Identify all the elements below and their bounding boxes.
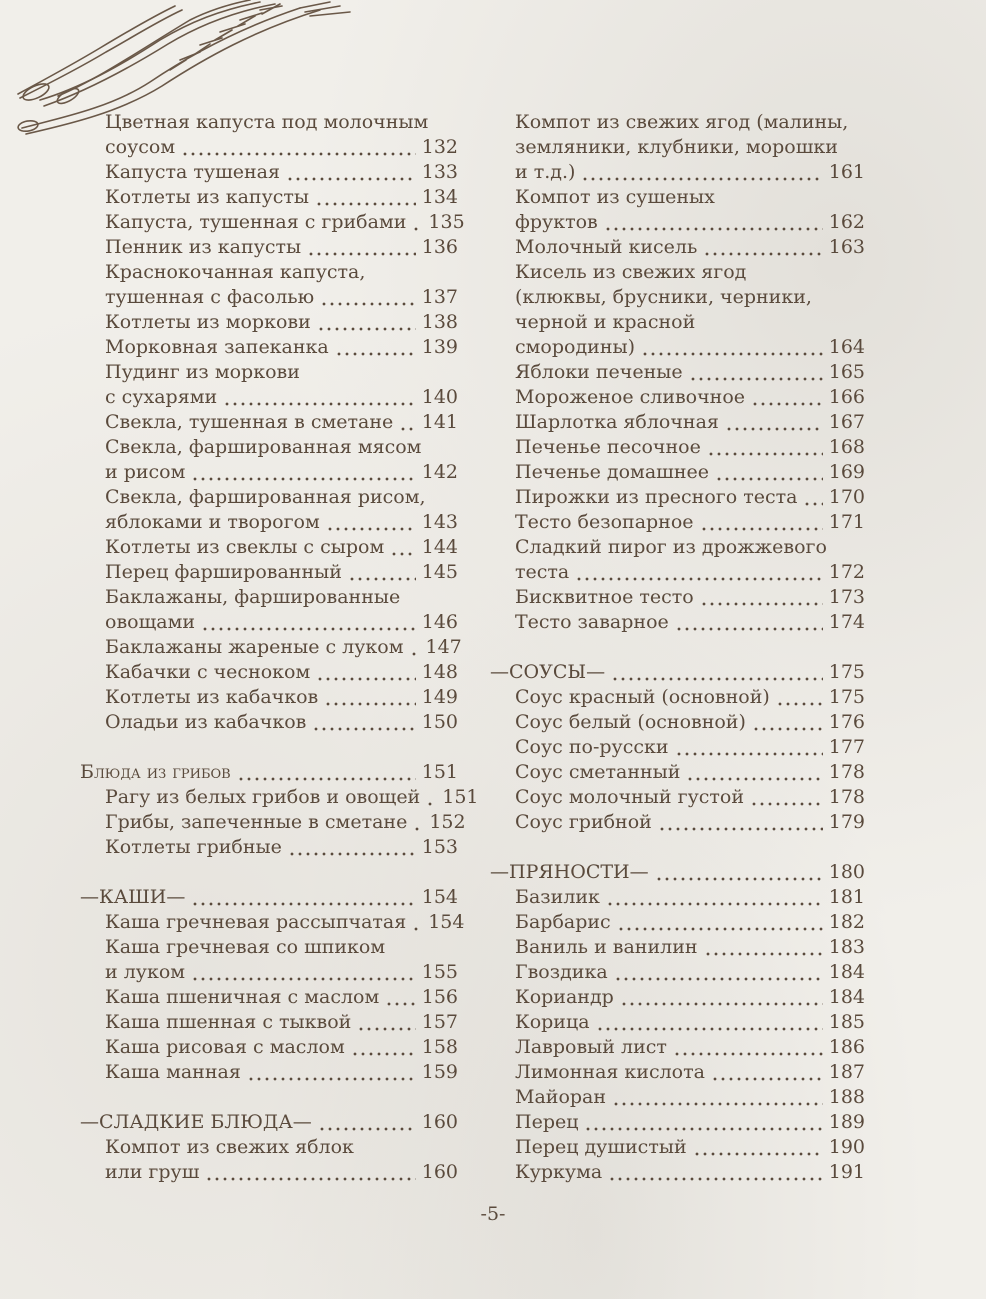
toc-entry-title: фруктов (515, 211, 598, 233)
dot-leader (611, 660, 823, 685)
toc-entry (490, 760, 865, 785)
toc-entry (80, 310, 458, 335)
dot-leader (641, 335, 823, 360)
toc-entry-page: 167 (828, 411, 865, 433)
toc-entry-page: 164 (828, 336, 865, 358)
dot-leader (686, 760, 822, 785)
toc-entry (490, 1035, 865, 1060)
toc-entry-page: 183 (828, 936, 865, 958)
toc-entry-title: Яблоки печеные (515, 361, 683, 383)
toc-entry (80, 610, 458, 635)
toc-entry-title: соусом (105, 136, 176, 158)
toc-entry (490, 510, 865, 535)
toc-entry-title: Рагу из белых грибов и овощей (105, 786, 421, 808)
dot-leader (351, 1035, 416, 1060)
toc-entry (80, 410, 458, 435)
toc-entry-page: 182 (828, 911, 865, 933)
dot-leader (191, 885, 415, 910)
toc-entry-title: Соус сметанный (515, 761, 681, 783)
toc-entry (80, 785, 479, 810)
toc-entry-line: Свекла, фаршированная мясом (105, 436, 422, 458)
toc-entry-title: или груш (105, 1161, 200, 1183)
dot-leader (612, 1085, 823, 1110)
toc-entry-title: Котлеты из капусты (105, 186, 310, 208)
toc-entry-title: Каша манная (105, 1061, 241, 1083)
toc-entry-title: Каша рисовая с маслом (105, 1036, 345, 1058)
toc-entry-page: 143 (421, 511, 458, 533)
toc-entry-page: 166 (828, 386, 865, 408)
toc-entry-page: 156 (421, 986, 458, 1008)
dot-leader (324, 685, 415, 710)
toc-entry-title: Куркума (515, 1161, 603, 1183)
dot-leader (201, 610, 416, 635)
dot-leader (608, 1160, 823, 1185)
toc-entry-page: 149 (421, 686, 458, 708)
toc-entry (490, 960, 865, 985)
toc-entry-title: и т.д.) (515, 161, 576, 183)
toc-entry-page: 173 (828, 586, 865, 608)
toc-entry-page: 191 (828, 1161, 865, 1183)
section-gap (80, 860, 458, 885)
toc-entry (80, 685, 458, 710)
toc-entry-title: Соус белый (основной) (515, 711, 746, 733)
toc-entry-page: 159 (421, 1061, 458, 1083)
dot-leader (751, 385, 823, 410)
toc-entry-page: 133 (421, 161, 458, 183)
dot-leader (316, 660, 415, 685)
toc-entry (80, 760, 458, 785)
dot-leader (752, 710, 823, 735)
toc-entry-page: 184 (828, 961, 865, 983)
toc-entry (490, 210, 865, 235)
dot-leader (700, 585, 823, 610)
dot-leader (205, 1160, 415, 1185)
section-gap (80, 1085, 458, 1110)
toc-entry-page: 175 (828, 661, 865, 683)
toc-entry (80, 1110, 458, 1135)
dot-leader (711, 1060, 823, 1085)
dot-leader (596, 1010, 823, 1035)
toc-entry-page: 174 (828, 611, 865, 633)
section-gap (490, 635, 865, 660)
toc-entry-title: Корица (515, 1011, 590, 1033)
dot-leader (191, 960, 416, 985)
toc-entry (490, 985, 865, 1010)
dot-leader (286, 160, 416, 185)
toc-entry-page: 157 (421, 1011, 458, 1033)
toc-entry-page: 160 (421, 1161, 458, 1183)
toc-entry (80, 710, 458, 735)
toc-entry (80, 660, 458, 685)
toc-entry-page: 181 (828, 886, 865, 908)
toc-entry-line: Каша гречневая со шпиком (105, 936, 386, 958)
toc-entry (490, 335, 865, 360)
toc-entry-line: Пудинг из моркови (105, 361, 300, 383)
dot-leader (704, 935, 823, 960)
toc-entry-page: 163 (828, 236, 865, 258)
toc-entry-title: —ПРЯНОСТИ— (490, 861, 649, 883)
toc-entry (490, 385, 865, 410)
dot-leader (673, 1035, 823, 1060)
toc-entry-page: 154 (421, 886, 458, 908)
dot-leader (412, 210, 422, 235)
toc-entry-title: и луком (105, 961, 186, 983)
toc-left-column (80, 110, 479, 1185)
toc-entry (490, 435, 865, 460)
toc-entry-title: Барбарис (515, 911, 611, 933)
toc-entry-title: Каша пшеничная с маслом (105, 986, 380, 1008)
toc-entry (80, 810, 466, 835)
toc-entry-page: 184 (828, 986, 865, 1008)
toc-entry (80, 560, 458, 585)
toc-entry-title: Соус по-русски (515, 736, 669, 758)
toc-entry-title: Тесто безопарное (515, 511, 694, 533)
toc-entry-title: Ваниль и ванилин (515, 936, 698, 958)
toc-entry-page: 187 (828, 1061, 865, 1083)
toc-entry-page: 151 (442, 786, 479, 808)
dot-leader (620, 985, 823, 1010)
toc-entry (490, 460, 865, 485)
dot-leader (614, 960, 823, 985)
toc-entry (490, 585, 865, 610)
toc-entry (80, 510, 458, 535)
dot-leader (776, 685, 823, 710)
toc-entry-page: 148 (421, 661, 458, 683)
toc-entry-page: 162 (828, 211, 865, 233)
toc-entry-title: смородины) (515, 336, 636, 358)
dot-leader (426, 785, 436, 810)
dot-leader (658, 810, 823, 835)
dot-leader (288, 835, 416, 860)
toc-entry (490, 1085, 865, 1110)
toc-entry-page: 186 (828, 1036, 865, 1058)
toc-entry-page: 190 (828, 1136, 865, 1158)
toc-entry (490, 235, 865, 260)
toc-entry-page: 151 (421, 761, 458, 783)
toc-entry (80, 835, 458, 860)
toc-entry-page: 142 (421, 461, 458, 483)
toc-entry-page: 169 (828, 461, 865, 483)
toc-entry (490, 610, 865, 635)
toc-entry-line: Компот из сушеных (515, 186, 715, 208)
toc-entry (490, 860, 865, 885)
toc-entry (490, 1135, 865, 1160)
toc-entry-page: 180 (828, 861, 865, 883)
dot-leader (315, 185, 416, 210)
dot-leader (326, 510, 416, 535)
toc-entry-title: Капуста, тушенная с грибами (105, 211, 407, 233)
toc-entry-page: 185 (828, 1011, 865, 1033)
toc-entry (80, 885, 458, 910)
dot-leader (237, 760, 416, 785)
toc-entry-page: 147 (425, 636, 462, 658)
toc-entry-title: Тесто заварное (515, 611, 669, 633)
dot-leader (320, 285, 416, 310)
toc-entry (490, 160, 865, 185)
dot-leader (318, 1110, 416, 1135)
toc-entry (80, 910, 465, 935)
toc-entry-line: Цветная капуста под молочным (105, 111, 429, 133)
dot-leader (675, 735, 823, 760)
toc-entry-title: Каша гречневая рассыпчатая (105, 911, 407, 933)
dot-leader (410, 635, 420, 660)
toc-entry-page: 178 (828, 761, 865, 783)
toc-entry-page: 134 (421, 186, 458, 208)
toc-entry-line: Кисель из свежих ягод (515, 261, 747, 283)
toc-entry-title: Котлеты грибные (105, 836, 282, 858)
dot-leader (750, 785, 823, 810)
dot-leader (693, 1135, 823, 1160)
dot-leader (312, 710, 415, 735)
toc-entry (490, 685, 865, 710)
dot-leader (390, 535, 416, 560)
toc-entry-title: Пенник из капусты (105, 236, 302, 258)
toc-entry-page: 136 (421, 236, 458, 258)
toc-entry (490, 810, 865, 835)
dot-leader (575, 560, 822, 585)
dot-leader (675, 610, 823, 635)
toc-entry-page: 158 (421, 1036, 458, 1058)
toc-entry-page: 140 (421, 386, 458, 408)
toc-entry (490, 910, 865, 935)
toc-entry-line: земляники, клубники, морошки (515, 136, 838, 158)
toc-entry-title: Шарлотка яблочная (515, 411, 719, 433)
toc-entry-page: 150 (421, 711, 458, 733)
toc-entry-page: 168 (828, 436, 865, 458)
toc-entry (490, 485, 865, 510)
dot-leader (581, 160, 822, 185)
toc-entry-title: Грибы, запеченные в сметане (105, 811, 408, 833)
toc-entry-title: Печенье песочное (515, 436, 701, 458)
toc-entry-page: 175 (828, 686, 865, 708)
toc-entry (490, 1010, 865, 1035)
toc-entry-title: Соус грибной (515, 811, 652, 833)
toc-entry-title: Оладьи из кабачков (105, 711, 307, 733)
toc-entry-title: Соус молочный густой (515, 786, 745, 808)
toc-entry (490, 710, 865, 735)
section-gap (80, 735, 458, 760)
toc-entry-line: Компот из свежих ягод (малины, (515, 111, 849, 133)
toc-entry-page: 161 (828, 161, 865, 183)
dot-leader (348, 560, 416, 585)
toc-entry-title: Блюда из грибов (80, 761, 231, 783)
toc-entry-title: и рисом (105, 461, 186, 483)
dot-leader (617, 910, 823, 935)
toc-entry-page: 132 (421, 136, 458, 158)
toc-entry-title: Гвоздика (515, 961, 608, 983)
dot-leader (725, 410, 823, 435)
dot-leader (689, 360, 823, 385)
toc-entry (80, 1010, 458, 1035)
toc-entry (490, 660, 865, 685)
toc-entry-page: 138 (421, 311, 458, 333)
toc-entry-page: 135 (428, 211, 465, 233)
dot-leader (223, 385, 416, 410)
toc-entry-title: Свекла, тушенная в сметане (105, 411, 394, 433)
toc-entry-title: —СЛАДКИЕ БЛЮДА— (80, 1111, 312, 1133)
toc-entry-title: Котлеты из кабачков (105, 686, 319, 708)
dot-leader (399, 410, 415, 435)
toc-entry-page: 160 (421, 1111, 458, 1133)
dot-leader (803, 485, 822, 510)
toc-entry-line: Баклажаны, фаршированные (105, 586, 401, 608)
page-number: -5- (480, 1203, 506, 1225)
toc-entry (80, 185, 458, 210)
toc-entry-title: Соус красный (основной) (515, 686, 770, 708)
dot-leader (307, 235, 416, 260)
toc-entry-title: теста (515, 561, 570, 583)
toc-entry (80, 1160, 458, 1185)
toc-entry-title: Лавровый лист (515, 1036, 667, 1058)
toc-entry (80, 460, 458, 485)
toc-entry-title: Перец фаршированный (105, 561, 342, 583)
toc-entry-page: 152 (429, 811, 466, 833)
toc-entry (80, 635, 462, 660)
toc-entry (80, 385, 458, 410)
toc-entry-title: Морковная запеканка (105, 336, 329, 358)
toc-entry-page: 146 (421, 611, 458, 633)
toc-entry (80, 1035, 458, 1060)
dot-leader (247, 1060, 416, 1085)
toc-entry-page: 172 (828, 561, 865, 583)
dot-leader (606, 885, 823, 910)
section-gap (490, 835, 865, 860)
toc-entry (80, 960, 458, 985)
toc-entry-title: овощами (105, 611, 196, 633)
toc-entry-line: (клюквы, брусники, черники, (515, 286, 812, 308)
toc-entry (490, 1160, 865, 1185)
toc-entry (490, 935, 865, 960)
toc-entry (490, 560, 865, 585)
dot-leader (191, 460, 415, 485)
toc-entry-page: 141 (421, 411, 458, 433)
toc-entry-page: 177 (828, 736, 865, 758)
toc-entry (490, 885, 865, 910)
toc-entry (490, 1060, 865, 1085)
toc-entry-page: 165 (828, 361, 865, 383)
toc-entry-page: 189 (828, 1111, 865, 1133)
toc-entry-page: 154 (428, 911, 465, 933)
toc-entry-title: Кабачки с чесноком (105, 661, 311, 683)
toc-entry-title: Котлеты из моркови (105, 311, 311, 333)
toc-entry (80, 285, 458, 310)
toc-entry-page: 137 (421, 286, 458, 308)
toc-entry-title: с сухарями (105, 386, 218, 408)
dot-leader (584, 1110, 822, 1135)
toc-entry-page: 144 (421, 536, 458, 558)
toc-entry-page: 171 (828, 511, 865, 533)
toc-entry-title: Базилик (515, 886, 600, 908)
toc-entry-line: Сладкий пирог из дрожжевого (515, 536, 827, 558)
toc-entry-page: 179 (828, 811, 865, 833)
toc-entry-title: Перец душистый (515, 1136, 687, 1158)
toc-entry-title: Капуста тушеная (105, 161, 280, 183)
toc-entry (80, 1060, 458, 1085)
toc-entry (490, 360, 865, 385)
toc-entry-line: Краснокочанная капуста, (105, 261, 366, 283)
toc-entry-title: Бисквитное тесто (515, 586, 694, 608)
dot-leader (385, 985, 415, 1010)
dot-leader (413, 810, 423, 835)
toc-entry-title: Пирожки из пресного теста (515, 486, 798, 508)
toc-entry-title: яблоками и творогом (105, 511, 320, 533)
toc-entry (80, 535, 458, 560)
toc-entry-line: Свекла, фаршированная рисом, (105, 486, 426, 508)
toc-entry-title: Майоран (515, 1086, 607, 1108)
toc-entry-line: Компот из свежих яблок (105, 1136, 354, 1158)
toc-entry (80, 210, 465, 235)
toc-entry (490, 785, 865, 810)
toc-entry-title: Лимонная кислота (515, 1061, 705, 1083)
toc-entry-page: 188 (828, 1086, 865, 1108)
dot-leader (715, 460, 823, 485)
toc-entry-title: Котлеты из свеклы с сыром (105, 536, 385, 558)
toc-entry-page: 155 (421, 961, 458, 983)
toc-entry-page: 153 (421, 836, 458, 858)
toc-entry (80, 235, 458, 260)
dot-leader (604, 210, 823, 235)
toc-entry-title: Молочный кисель (515, 236, 698, 258)
toc-entry-page: 176 (828, 711, 865, 733)
toc-entry-page: 145 (421, 561, 458, 583)
toc-entry-page: 178 (828, 786, 865, 808)
toc-entry-title: —КАШИ— (80, 886, 186, 908)
toc-entry-title: —СОУСЫ— (490, 661, 606, 683)
toc-entry (80, 985, 458, 1010)
toc-entry-title: Каша пшенная с тыквой (105, 1011, 352, 1033)
dot-leader (335, 335, 416, 360)
toc-entry (80, 135, 458, 160)
dot-leader (181, 135, 416, 160)
dot-leader (412, 910, 422, 935)
toc-entry-title: тушенная с фасолью (105, 286, 315, 308)
toc-entry-title: Кориандр (515, 986, 614, 1008)
toc-entry (80, 160, 458, 185)
toc-entry (80, 335, 458, 360)
toc-entry (490, 735, 865, 760)
toc-entry-title: Мороженое сливочное (515, 386, 746, 408)
toc-right-column (490, 110, 865, 1185)
toc-entry (490, 410, 865, 435)
toc-entry-line: черной и красной (515, 311, 696, 333)
toc-entry (490, 1110, 865, 1135)
dot-leader (707, 435, 823, 460)
dot-leader (703, 235, 822, 260)
toc-entry-title: Баклажаны жареные с луком (105, 636, 404, 658)
dot-leader (655, 860, 823, 885)
toc-entry-page: 170 (828, 486, 865, 508)
toc-entry-title: Перец (515, 1111, 579, 1133)
toc-entry-title: Печенье домашнее (515, 461, 709, 483)
toc-entry-page: 139 (421, 336, 458, 358)
dot-leader (357, 1010, 415, 1035)
dot-leader (700, 510, 823, 535)
dot-leader (317, 310, 416, 335)
